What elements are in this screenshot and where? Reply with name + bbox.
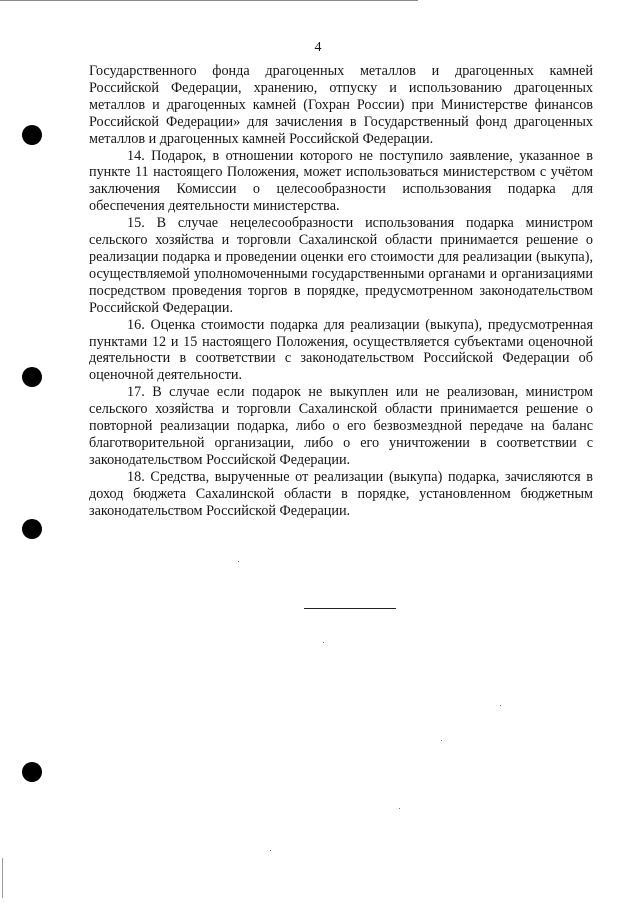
scan-top-edge: [0, 0, 418, 1]
scan-speck: [500, 705, 501, 706]
punch-hole-3: [22, 519, 42, 539]
end-of-document-rule: [304, 608, 396, 609]
scan-speck: [441, 740, 442, 741]
punch-hole-2: [22, 367, 42, 387]
scan-speck: [323, 642, 324, 643]
paragraph-17: 17. В случае если подарок не выкуплен или не реализован, министром сельского хозяйства и торговли Сахалинской области принимается решение о повторной реализации подарка, либо о его безвозмездной передаче на баланс благотворительной организации, либо о его уничтожении в соответствии с законодательством Российской Федерации.: [89, 384, 593, 468]
scan-speck: [399, 808, 400, 809]
scan-speck: [238, 561, 239, 562]
paragraph-16: 16. Оценка стоимости подарка для реализации (выкупа), предусмотренная пунктами 12 и 15 настоящего Положения, осуществляется субъектами оценочной деятельности в соответствии с законодательством Российской Федерации об оценочной деятельности.: [89, 316, 593, 384]
page-number: 4: [314, 40, 322, 55]
punch-hole-4: [22, 762, 42, 782]
paragraph-14: 14. Подарок, в отношении которого не поступило заявление, указанное в пункте 11 настоящего Положения, может использоваться министерством с учётом заключения Комиссии о целесообразности использования подарка для обеспечения деятельности министерства.: [89, 147, 593, 215]
punch-hole-1: [22, 125, 42, 145]
document-body: [89, 63, 593, 519]
scan-edge-mark: [2, 858, 3, 898]
paragraph-continuation: Государственного фонда драгоценных металлов и драгоценных камней Российской Федерации, хранению, отпуску и использованию драгоценных металлов и драгоценных камней (Гохран России) при Министерстве финансов Российской Федерации» для зачисления в Государственный фонд драгоценных металлов и драгоценных камней Российской Федерации.: [89, 63, 593, 147]
paragraph-15: 15. В случае нецелесообразности использования подарка министром сельского хозяйства и торговли Сахалинской области принимается решение о реализации подарка и проведении оценки его стоимости для реализации (выкупа), осуществляемой уполномоченными государственными органами и организациями посредством проведения торгов в порядке, предусмотренном законодательством Российской Федерации.: [89, 215, 593, 316]
paragraph-18: 18. Средства, вырученные от реализации (выкупа) подарка, зачисляются в доход бюджета Сахалинской области в порядке, установленном бюджетным законодательством Российской Федерации.: [89, 468, 593, 519]
scan-speck: [270, 850, 271, 851]
